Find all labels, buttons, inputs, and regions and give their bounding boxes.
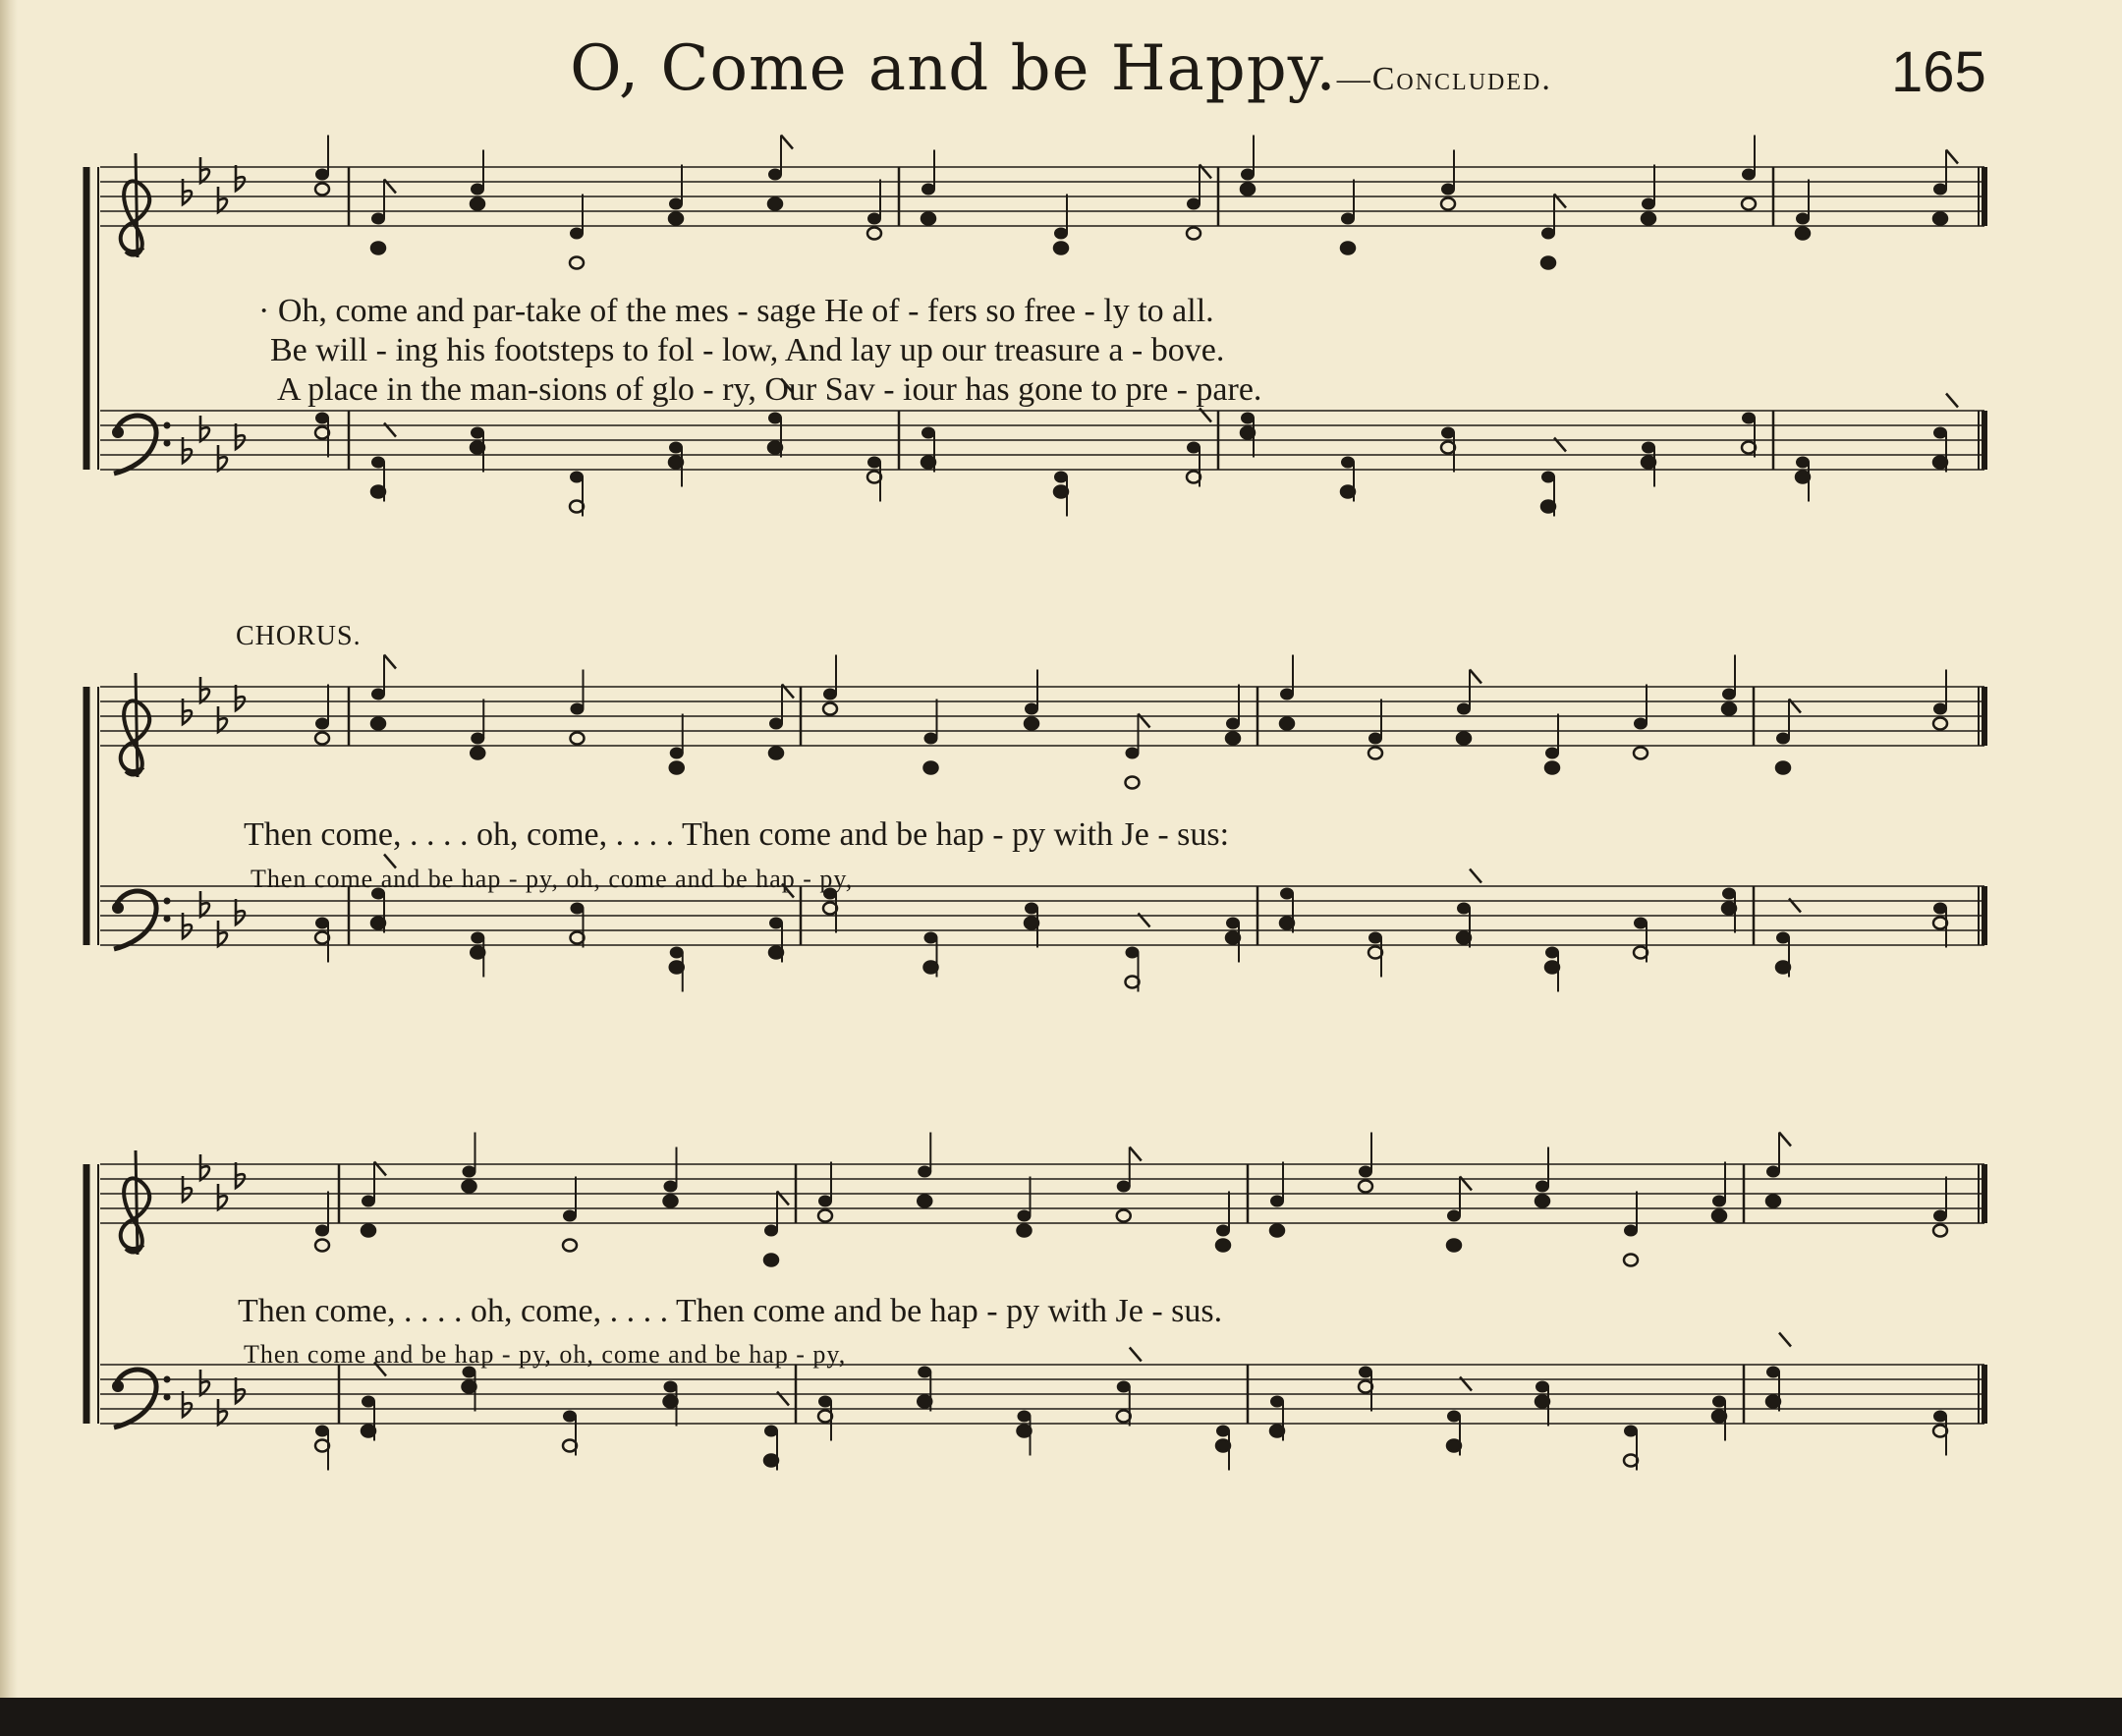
note-head [1766, 1367, 1780, 1378]
note-head [563, 1440, 577, 1452]
note-head [1270, 1196, 1284, 1207]
note-head [664, 1381, 678, 1393]
note-head [669, 213, 683, 225]
note-head [1216, 1240, 1230, 1252]
note-head [371, 213, 385, 225]
note-head [1117, 1411, 1131, 1423]
flat-sign-icon [183, 437, 192, 463]
note-head [315, 733, 329, 745]
note-head [1933, 1411, 1947, 1423]
flat-sign-icon [236, 1377, 245, 1403]
note-head [315, 1440, 329, 1452]
note-head [1126, 947, 1140, 959]
note-head [315, 1225, 329, 1237]
note-head [1933, 1426, 1947, 1437]
note-head [362, 1426, 375, 1437]
note-head [1457, 932, 1471, 944]
note-head [1368, 947, 1382, 959]
note-head [1536, 1181, 1549, 1193]
note-head [1536, 1396, 1549, 1408]
note-head [1634, 748, 1647, 759]
note-head [1359, 1181, 1372, 1193]
note-head [1117, 1381, 1131, 1393]
chorus-line-2-echo: Then come and be hap - py, oh, come and be hap - py, [244, 1340, 847, 1369]
note-head [1766, 1396, 1780, 1408]
note-head [921, 213, 935, 225]
treble-clef-stem [136, 673, 138, 777]
note-head [471, 184, 484, 196]
note-head [867, 457, 881, 469]
note-head [1541, 472, 1555, 483]
note-head [1187, 472, 1201, 483]
chorus-heading: CHORUS. [236, 621, 362, 651]
note-head [1341, 243, 1355, 254]
title-main: O, Come and be Happy. [570, 32, 1337, 105]
bass-clef-dot [164, 1394, 171, 1401]
note-head [1624, 1426, 1638, 1437]
note-flag [1946, 394, 1958, 408]
note-head [571, 903, 585, 915]
note-head [1712, 1396, 1726, 1408]
flat-sign-icon [218, 187, 227, 212]
verse-2-lyric: Be will - ing his footsteps to fol - low, And lay up our treasure a - bove. [270, 332, 1225, 368]
note-head [463, 1181, 476, 1193]
note-head [1018, 1426, 1032, 1437]
note-head [371, 486, 385, 498]
flat-sign-icon [236, 899, 245, 924]
flat-sign-icon [183, 179, 192, 204]
note-head [315, 718, 329, 730]
note-flag [781, 136, 793, 149]
note-head [471, 427, 484, 439]
note-head [1054, 243, 1068, 254]
note-head [669, 457, 683, 469]
note-head [768, 198, 782, 210]
bass-clef-dot [164, 440, 171, 447]
note-head [1018, 1225, 1032, 1237]
note-head [1270, 1396, 1284, 1408]
note-head [463, 1166, 476, 1178]
note-head [1796, 457, 1810, 469]
flat-sign-icon [218, 1184, 227, 1209]
note-head [1634, 718, 1647, 730]
flat-sign-icon [236, 165, 245, 191]
note-head [1341, 213, 1355, 225]
note-head [1216, 1426, 1230, 1437]
note-head [371, 718, 385, 730]
note-head [315, 413, 329, 424]
flat-sign-icon [218, 445, 227, 471]
note-head [1545, 962, 1559, 974]
note-head [571, 733, 585, 745]
note-head [1457, 903, 1471, 915]
note-head [818, 1196, 832, 1207]
note-head [1722, 703, 1736, 715]
note-head [1280, 918, 1294, 929]
note-head [1341, 486, 1355, 498]
note-head [1280, 689, 1294, 700]
note-head [1722, 689, 1736, 700]
note-head [1933, 1225, 1947, 1237]
note-head [1457, 703, 1471, 715]
note-head [1624, 1255, 1638, 1266]
note-head [371, 243, 385, 254]
note-head [924, 932, 938, 944]
note-head [924, 733, 938, 745]
bass-clef-icon [114, 416, 156, 474]
note-head [1642, 457, 1655, 469]
note-head [1280, 888, 1294, 900]
note-head [1187, 228, 1201, 240]
note-flag [384, 655, 396, 669]
note-head [1933, 457, 1947, 469]
note-head [1457, 733, 1471, 745]
title-suffix: —Concluded. [1336, 61, 1552, 97]
note-head [1368, 733, 1382, 745]
note-head [362, 1196, 375, 1207]
note-head [1712, 1196, 1726, 1207]
note-flag [1130, 1148, 1142, 1161]
note-head [315, 932, 329, 944]
note-head [1642, 198, 1655, 210]
note-head [1359, 1166, 1372, 1178]
note-head [764, 1225, 778, 1237]
flat-sign-icon [200, 1154, 209, 1180]
note-head [1241, 427, 1255, 439]
note-head [1933, 213, 1947, 225]
note-head [921, 427, 935, 439]
chorus-line-1-lyric: Then come, . . . . oh, come, . . . . Then come and be hap - py with Je - sus: [244, 816, 1230, 853]
note-flag [1470, 869, 1481, 883]
note-head [1447, 1210, 1461, 1222]
note-head [1541, 257, 1555, 269]
note-head [1441, 442, 1455, 454]
verse-1-lyric: · Oh, come and par-take of the mes - sage He of - fers so free - ly to all. [258, 293, 1214, 329]
note-head [921, 184, 935, 196]
bass-clef-dot [164, 916, 171, 923]
note-flag [1779, 1133, 1791, 1147]
note-head [1368, 932, 1382, 944]
note-head [818, 1210, 832, 1222]
note-head [1025, 703, 1038, 715]
note-head [769, 947, 783, 959]
note-head [1018, 1210, 1032, 1222]
note-head [664, 1396, 678, 1408]
note-head [823, 703, 837, 715]
note-head [1742, 198, 1756, 210]
note-head [1536, 1196, 1549, 1207]
note-head [371, 918, 385, 929]
note-head [669, 198, 683, 210]
note-head [1722, 888, 1736, 900]
note-head [362, 1396, 375, 1408]
note-head [1766, 1166, 1780, 1178]
note-head [1776, 932, 1790, 944]
flat-sign-icon [200, 677, 209, 702]
note-head [1187, 198, 1201, 210]
flat-sign-icon [200, 416, 209, 441]
note-head [769, 718, 783, 730]
note-head [1722, 903, 1736, 915]
note-head [768, 413, 782, 424]
note-head [769, 918, 783, 929]
flat-sign-icon [218, 921, 227, 946]
note-head [1216, 1225, 1230, 1237]
note-head [1766, 1196, 1780, 1207]
note-head [867, 472, 881, 483]
note-head [371, 457, 385, 469]
note-head [1359, 1381, 1372, 1393]
note-head [1624, 1455, 1638, 1467]
note-head [1025, 903, 1038, 915]
note-head [1541, 228, 1555, 240]
note-head [1441, 184, 1455, 196]
note-head [1933, 903, 1947, 915]
note-head [1025, 718, 1038, 730]
note-flag [1130, 1348, 1142, 1362]
bass-clef-dot [164, 898, 171, 905]
note-head [670, 748, 684, 759]
note-head [1226, 718, 1240, 730]
note-head [1241, 413, 1255, 424]
note-head [1742, 413, 1756, 424]
note-head [1341, 457, 1355, 469]
note-head [1117, 1210, 1131, 1222]
note-head [1441, 198, 1455, 210]
verse-3-lyric: A place in the man-sions of glo - ry, Our Sav - iour has gone to pre - pare. [277, 371, 1262, 408]
note-head [471, 932, 484, 944]
note-head [1796, 213, 1810, 225]
note-head [670, 962, 684, 974]
bass-clef-dot [112, 1380, 124, 1392]
flat-sign-icon [200, 157, 209, 183]
note-head [1712, 1210, 1726, 1222]
note-head [1642, 442, 1655, 454]
note-head [1624, 1225, 1638, 1237]
note-head [315, 918, 329, 929]
bass-clef-icon [114, 1370, 156, 1428]
scan-bottom-edge [0, 1698, 2122, 1736]
note-head [1796, 228, 1810, 240]
note-head [1634, 947, 1647, 959]
note-head [1541, 501, 1555, 513]
note-head [371, 689, 385, 700]
bass-clef-dot [164, 1376, 171, 1383]
bass-clef-dot [112, 426, 124, 438]
note-head [1776, 962, 1790, 974]
note-head [1545, 762, 1559, 774]
flat-sign-icon [183, 699, 192, 724]
flat-sign-icon [236, 1162, 245, 1188]
note-head [1536, 1381, 1549, 1393]
flat-sign-icon [236, 685, 245, 710]
note-head [1270, 1426, 1284, 1437]
note-head [1642, 213, 1655, 225]
note-head [1280, 718, 1294, 730]
flat-sign-icon [183, 1176, 192, 1202]
note-head [1187, 442, 1201, 454]
note-head [563, 1411, 577, 1423]
note-head [571, 932, 585, 944]
flat-sign-icon [183, 1391, 192, 1417]
flat-sign-icon [200, 891, 209, 917]
note-head [768, 169, 782, 181]
note-head [1241, 184, 1255, 196]
note-head [764, 1255, 778, 1266]
note-head [1634, 918, 1647, 929]
note-head [1226, 733, 1240, 745]
page-number: 165 [1891, 40, 1986, 104]
treble-clef-stem [136, 153, 138, 257]
note-head [315, 184, 329, 196]
note-head [764, 1455, 778, 1467]
note-head [823, 689, 837, 700]
note-head [570, 501, 584, 513]
note-head [563, 1210, 577, 1222]
note-head [670, 947, 684, 959]
note-head [1241, 169, 1255, 181]
note-head [1742, 442, 1756, 454]
flat-sign-icon [236, 423, 245, 449]
note-head [1933, 918, 1947, 929]
note-head [471, 442, 484, 454]
note-head [1776, 733, 1790, 745]
note-head [664, 1181, 678, 1193]
note-head [823, 903, 837, 915]
note-head [1441, 427, 1455, 439]
note-flag [1470, 670, 1481, 684]
note-head [1117, 1181, 1131, 1193]
note-head [1126, 777, 1140, 789]
flat-sign-icon [200, 1370, 209, 1395]
chorus-line-1-echo: Then come and be hap - py, oh, come and be hap - py, [251, 865, 854, 893]
note-head [1742, 169, 1756, 181]
note-head [471, 947, 484, 959]
note-head [570, 472, 584, 483]
note-head [669, 442, 683, 454]
note-head [1226, 918, 1240, 929]
note-head [1933, 703, 1947, 715]
note-head [1933, 1210, 1947, 1222]
note-head [1776, 762, 1790, 774]
note-head [471, 198, 484, 210]
note-head [1933, 427, 1947, 439]
note-head [918, 1166, 931, 1178]
note-head [1796, 472, 1810, 483]
note-head [315, 169, 329, 181]
note-head [1712, 1411, 1726, 1423]
note-head [471, 733, 484, 745]
note-head [315, 1426, 329, 1437]
note-head [1447, 1411, 1461, 1423]
note-head [1126, 748, 1140, 759]
note-head [921, 457, 935, 469]
note-head [570, 257, 584, 269]
flat-sign-icon [218, 1399, 227, 1425]
note-head [1054, 228, 1068, 240]
note-head [918, 1196, 931, 1207]
note-head [1126, 977, 1140, 988]
note-head [1025, 918, 1038, 929]
note-head [867, 228, 881, 240]
note-head [315, 427, 329, 439]
treble-clef-stem [136, 1150, 138, 1255]
flat-sign-icon [183, 913, 192, 938]
note-head [1226, 932, 1240, 944]
note-head [1018, 1411, 1032, 1423]
note-head [1447, 1240, 1461, 1252]
note-head [362, 1225, 375, 1237]
note-head [818, 1411, 832, 1423]
note-head [1933, 718, 1947, 730]
note-head [764, 1426, 778, 1437]
bass-clef-dot [164, 422, 171, 429]
note-head [1368, 748, 1382, 759]
note-head [664, 1196, 678, 1207]
note-head [571, 703, 585, 715]
note-head [867, 213, 881, 225]
bass-clef-icon [114, 891, 156, 949]
note-head [924, 762, 938, 774]
flat-sign-icon [218, 706, 227, 732]
note-head [463, 1381, 476, 1393]
note-head [1545, 947, 1559, 959]
note-head [471, 748, 484, 759]
note-head [315, 1240, 329, 1252]
note-flag [1779, 1333, 1791, 1347]
note-head [1054, 472, 1068, 483]
note-head [768, 442, 782, 454]
note-head [563, 1240, 577, 1252]
note-head [1216, 1440, 1230, 1452]
note-head [918, 1396, 931, 1408]
note-head [1545, 748, 1559, 759]
note-head [670, 762, 684, 774]
bass-clef-dot [112, 902, 124, 914]
note-head [924, 962, 938, 974]
note-head [1447, 1440, 1461, 1452]
note-head [570, 228, 584, 240]
note-head [1933, 184, 1947, 196]
note-head [918, 1367, 931, 1378]
note-head [1359, 1367, 1372, 1378]
note-head [769, 748, 783, 759]
note-head [1054, 486, 1068, 498]
note-head [818, 1396, 832, 1408]
note-flag [1946, 150, 1958, 164]
note-head [1270, 1225, 1284, 1237]
chorus-line-2-lyric: Then come, . . . . oh, come, . . . . Then come and be hap - py with Je - sus. [238, 1293, 1223, 1329]
